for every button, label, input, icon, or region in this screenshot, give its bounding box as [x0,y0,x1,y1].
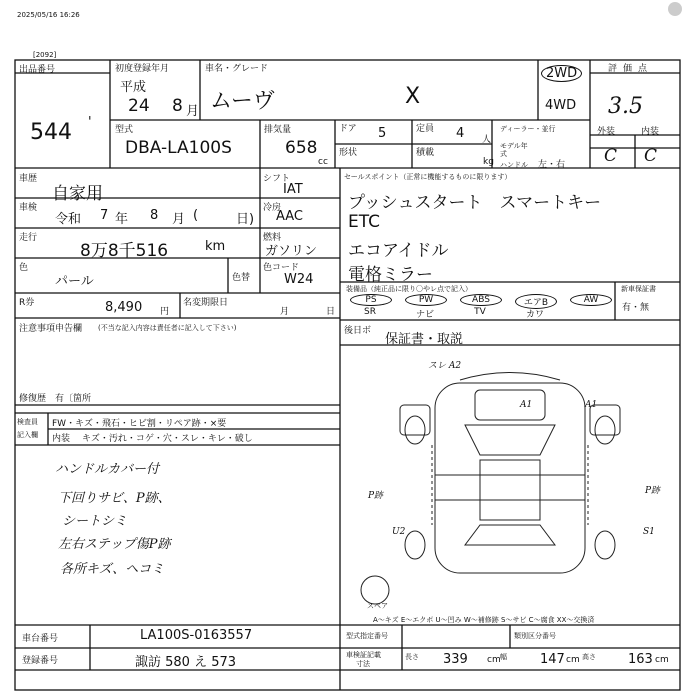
grade-score: 3.5 [608,94,643,119]
height-value: 163 [628,652,653,667]
plate-label: 登録番号 [22,656,59,666]
sales-point-2: ETC [348,212,380,232]
sales-point-3: エコアイドル [348,241,449,261]
dealer-label: ディーラー・並行 [500,125,556,133]
car-label: 車名・グレード [205,64,269,74]
fuel-label: 燃料 [263,233,282,243]
notes-sub: (不当な記入内容は責任者に記入して下さい) [98,324,237,332]
inspector-label2: 記入欄 [17,431,38,439]
color-value: パール [55,274,94,289]
warranty-value: 有・無 [622,303,650,313]
doors-label: ドア [339,124,357,134]
load-label: 積載 [416,148,435,158]
history-label: 車歴 [19,174,38,184]
damage-mark: A1 [520,400,533,410]
displacement-unit: cc [318,157,328,167]
grade-ext-label: 外装 [597,127,616,137]
ac-value: AAC [276,209,303,224]
equipment-item-bottom: ナビ [415,310,434,320]
equipment-label: 装備品（純正品に限り〇やレ点で記入） [346,285,472,293]
damage-mark: S1 [643,527,655,537]
car-grade: X [405,84,421,109]
rear-window [465,525,555,545]
grade-int: C [644,146,658,166]
color-sub: 色替 [232,273,251,283]
inspection-m: 月 [172,212,186,227]
mileage-value: 8万8千516 [80,241,169,261]
length-value: 339 [443,652,468,667]
capacity-unit: 人 [482,135,492,145]
inspection-paren: ( [193,208,199,223]
handwritten-note: シートシミ [62,514,128,529]
reg-month-unit: 月 [186,104,200,119]
namechange-day: 日 [326,307,336,317]
namechange-label: 名変期限日 [183,298,229,308]
handle-value: 左・右 [538,160,566,170]
inspector-int-label: 内装 [52,434,71,444]
inspection-day: 日) [236,212,255,227]
wheel-fr [595,416,615,444]
spare-tire [361,576,389,604]
legend: A～キズ E～エクボ U～凹み W～補修跡 S～サビ C～腐食 XX～交換済 [373,616,595,624]
car-damage-diagram [340,345,680,625]
later-value: 保証書・取説 [385,332,464,347]
equipment-item-top: AW [570,294,612,306]
equipment-item-top: PS [350,294,392,306]
equipment-item-top: エアB [515,294,557,309]
length-label: 長さ [405,653,419,661]
reg-label: 初度登録年月 [115,64,170,74]
timestamp: 2025/05/16 16:26 [17,11,80,19]
width-label: 幅 [500,653,507,661]
inspector-int: キズ・汚れ・コゲ・穴・スレ・キレ・破し [82,434,253,444]
reg-year: 24 [128,96,150,116]
repair-label: 修復歴 有〔箇所 [19,394,92,404]
later-label: 後日ボ [344,326,372,336]
grade-label: 評価点 [608,64,654,74]
lot-code: [2092] [33,51,57,59]
sales-point-4: 電格ミラー [348,265,433,285]
recycle-label: R券 [19,298,35,308]
fuel-value: ガソリン [265,244,318,259]
inspection-era: 令和 [55,212,82,227]
inspection-month: 8 [150,208,159,223]
history-value: 自家用 [52,184,103,204]
height-unit: cm [655,655,669,665]
typecert-label: 型式指定番号 [346,632,388,640]
wheel-fl [405,416,425,444]
equipment-item-top: PW [405,294,447,306]
car-name: ムーヴ [210,89,275,114]
lot-label: 出品番号 [19,65,56,75]
mileage-unit: km [205,239,226,254]
lot-number: 544 [30,120,72,145]
equipment-item-top: ABS [460,294,502,306]
sales-point-1: プッシュスタート スマートキー [348,193,602,213]
category-label: 類別区分番号 [514,632,556,640]
equipment-item-bottom: カワ [525,310,544,320]
width-unit: cm [566,655,580,665]
displacement-label: 排気量 [264,125,292,135]
capacity-value: 4 [456,126,465,141]
colorcode-value: W24 [284,272,314,287]
inspection-y: 年 [115,212,129,227]
handwritten-note: 左右ステップ傷P跡 [58,537,171,552]
left-front-panel [400,405,430,435]
damage-mark: スレ A2 [428,361,462,371]
size-label1: 車検証記載 [346,651,381,659]
colorcode-label: 色コード [263,263,300,273]
displacement-value: 658 [285,138,318,158]
model-value: DBA-LA100S [125,138,232,158]
damage-mark: U2 [392,527,406,537]
recycle-value: 8,490 [105,300,143,315]
chassis-value: LA100S-0163557 [140,628,253,643]
recycle-unit: 円 [160,307,170,317]
doors-value: 5 [378,126,387,141]
drive-2wd: 2WD [541,65,582,82]
inspector-label1: 検査員 [17,418,38,426]
wheel-rr [595,531,615,559]
handle-label: ハンドル [500,161,528,169]
damage-mark: A1 [585,400,598,410]
model-label: 型式 [115,125,134,135]
shift-label: シフト [263,174,291,184]
lot-tick: ' [88,115,92,130]
sales-label: セールスポイント（正常に機能するものに限ります） [344,173,512,181]
load-unit: kg [483,157,494,167]
color-label: 色 [19,263,29,273]
damage-mark: P跡 [645,486,661,496]
equipment-item-bottom: SR [364,307,376,317]
handwritten-note: ハンドルカバー付 [55,462,160,477]
handwritten-note: 下回りサビ、P跡、 [58,491,171,506]
shift-value: IAT [283,182,303,197]
inspection-year: 7 [100,208,109,223]
shape-label: 形状 [339,148,358,158]
width-value: 147 [540,652,565,667]
hood [475,390,545,420]
punch-hole-icon [668,2,682,16]
height-label: 高さ [582,653,596,661]
front-bumper [460,373,560,381]
namechange-month: 月 [280,307,290,317]
grade-int-label: 内装 [641,127,660,137]
drive-4wd: 4WD [545,98,577,113]
modelyear-label: モデル年式 [500,142,528,158]
chassis-label: 車台番号 [22,634,59,644]
notes-label: 注意事項申告欄 [19,324,83,334]
length-unit: cm [487,655,501,665]
roof [480,460,540,520]
reg-month: 8 [172,96,183,116]
spare-label: スペア [367,602,388,610]
warranty-label: 新車保証書 [621,285,656,293]
plate-value: 諏訪 580 え 573 [135,655,237,670]
handwritten-note: 各所キズ、ヘコミ [60,562,165,577]
capacity-label: 定員 [416,124,435,134]
ac-label: 冷房 [263,203,282,213]
grade-ext: C [604,146,618,166]
damage-mark: P跡 [368,491,384,501]
equipment-item-bottom: TV [474,307,486,317]
wheel-rl [405,531,425,559]
reg-era: 平成 [120,80,147,95]
size-label2: 寸法 [356,660,370,668]
inspector-ext: FW・キズ・飛石・ヒビ割・リペア跡・×要 [52,419,227,429]
mileage-label: 走行 [19,233,38,243]
windshield [465,425,555,455]
inspection-label: 車検 [19,203,38,213]
